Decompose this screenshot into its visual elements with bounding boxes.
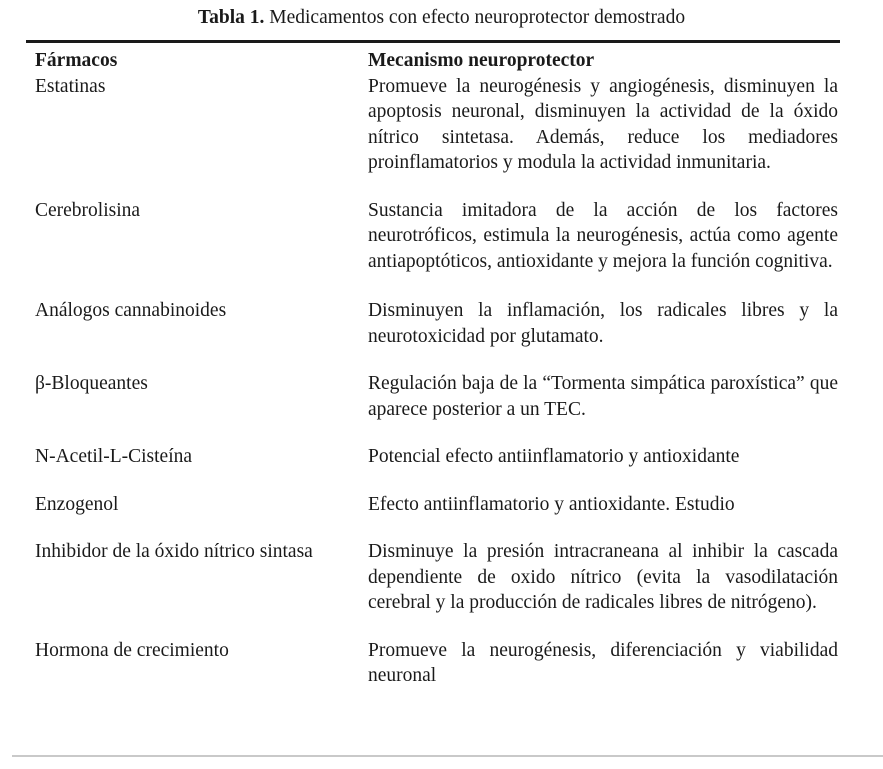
cell-drug: Cerebrolisina [35, 199, 141, 221]
row-spacer [0, 616, 883, 638]
cell-mechanism: Regulación baja de la “Tormenta simpática paroxística” que aparece posterior a un TEC. [368, 373, 838, 420]
row-spacer [0, 470, 883, 492]
column-header-drug: Fármacos [35, 50, 118, 71]
cell-mechanism: Promueve la neurogénesis, diferenciación y viabilidad neuronal [368, 639, 838, 686]
cell-drug: Hormona de crecimiento [35, 639, 229, 661]
caption-text: Medicamentos con efecto neuroprotector demostrado [264, 7, 686, 28]
cell-drug: Análogos cannabinoides [35, 300, 227, 321]
cell-drug: N-Acetil-L-Cisteína [35, 446, 193, 467]
cell-drug: Enzogenol [35, 493, 119, 515]
table-row [0, 198, 883, 275]
table-bottom-rule [12, 755, 883, 757]
cell-drug: Estatinas [35, 75, 106, 97]
table-row [0, 298, 883, 349]
cell-drug: β-Bloqueantes [35, 373, 148, 394]
table-row [0, 638, 883, 689]
cell-drug: Inhibidor de la óxido nítrico sintasa [35, 541, 313, 562]
row-spacer [0, 176, 883, 198]
cell-mechanism: Efecto antiinflamatorio y antioxidante. Estudio [368, 493, 735, 515]
row-spacer [0, 349, 883, 371]
table-caption [0, 5, 883, 31]
cell-mechanism: Disminuye la presión intracraneana al inhibir la cascada dependiente de oxido nítrico (evita la vasodilatación cerebral y la producción de radicales libres de nitrógeno). [368, 541, 838, 613]
cell-mechanism: Sustancia imitadora de la acción de los factores neurotróficos, estimula la neurogénesis, actúa como agente antiapoptóticos, antioxidante y mejora la función cognitiva. [368, 199, 838, 272]
table-row [0, 74, 883, 176]
row-spacer [0, 517, 883, 539]
caption-label: Tabla 1. [197, 7, 265, 28]
table-row [0, 492, 883, 518]
table-header-row [0, 48, 883, 74]
table-row [0, 371, 883, 422]
table-top-rule [26, 40, 840, 43]
cell-mechanism: Potencial efecto antiinflamatorio y antioxidante [368, 446, 740, 467]
column-header-mechanism: Mecanismo neuroprotector [368, 50, 595, 71]
cell-mechanism: Promueve la neurogénesis y angiogénesis, disminuyen la apoptosis neuronal, disminuyen la actividad de la óxido nítrico sintetasa. Además, reduce los mediadores proinflamatorios y modula la actividad inmunitaria. [368, 75, 838, 173]
neuroprotector-table [0, 48, 883, 689]
cell-mechanism: Disminuyen la inflamación, los radicales libres y la neurotoxicidad por glutamato. [368, 300, 838, 347]
table-row [0, 444, 883, 470]
table-row [0, 539, 883, 616]
row-spacer [0, 274, 883, 298]
row-spacer [0, 422, 883, 444]
